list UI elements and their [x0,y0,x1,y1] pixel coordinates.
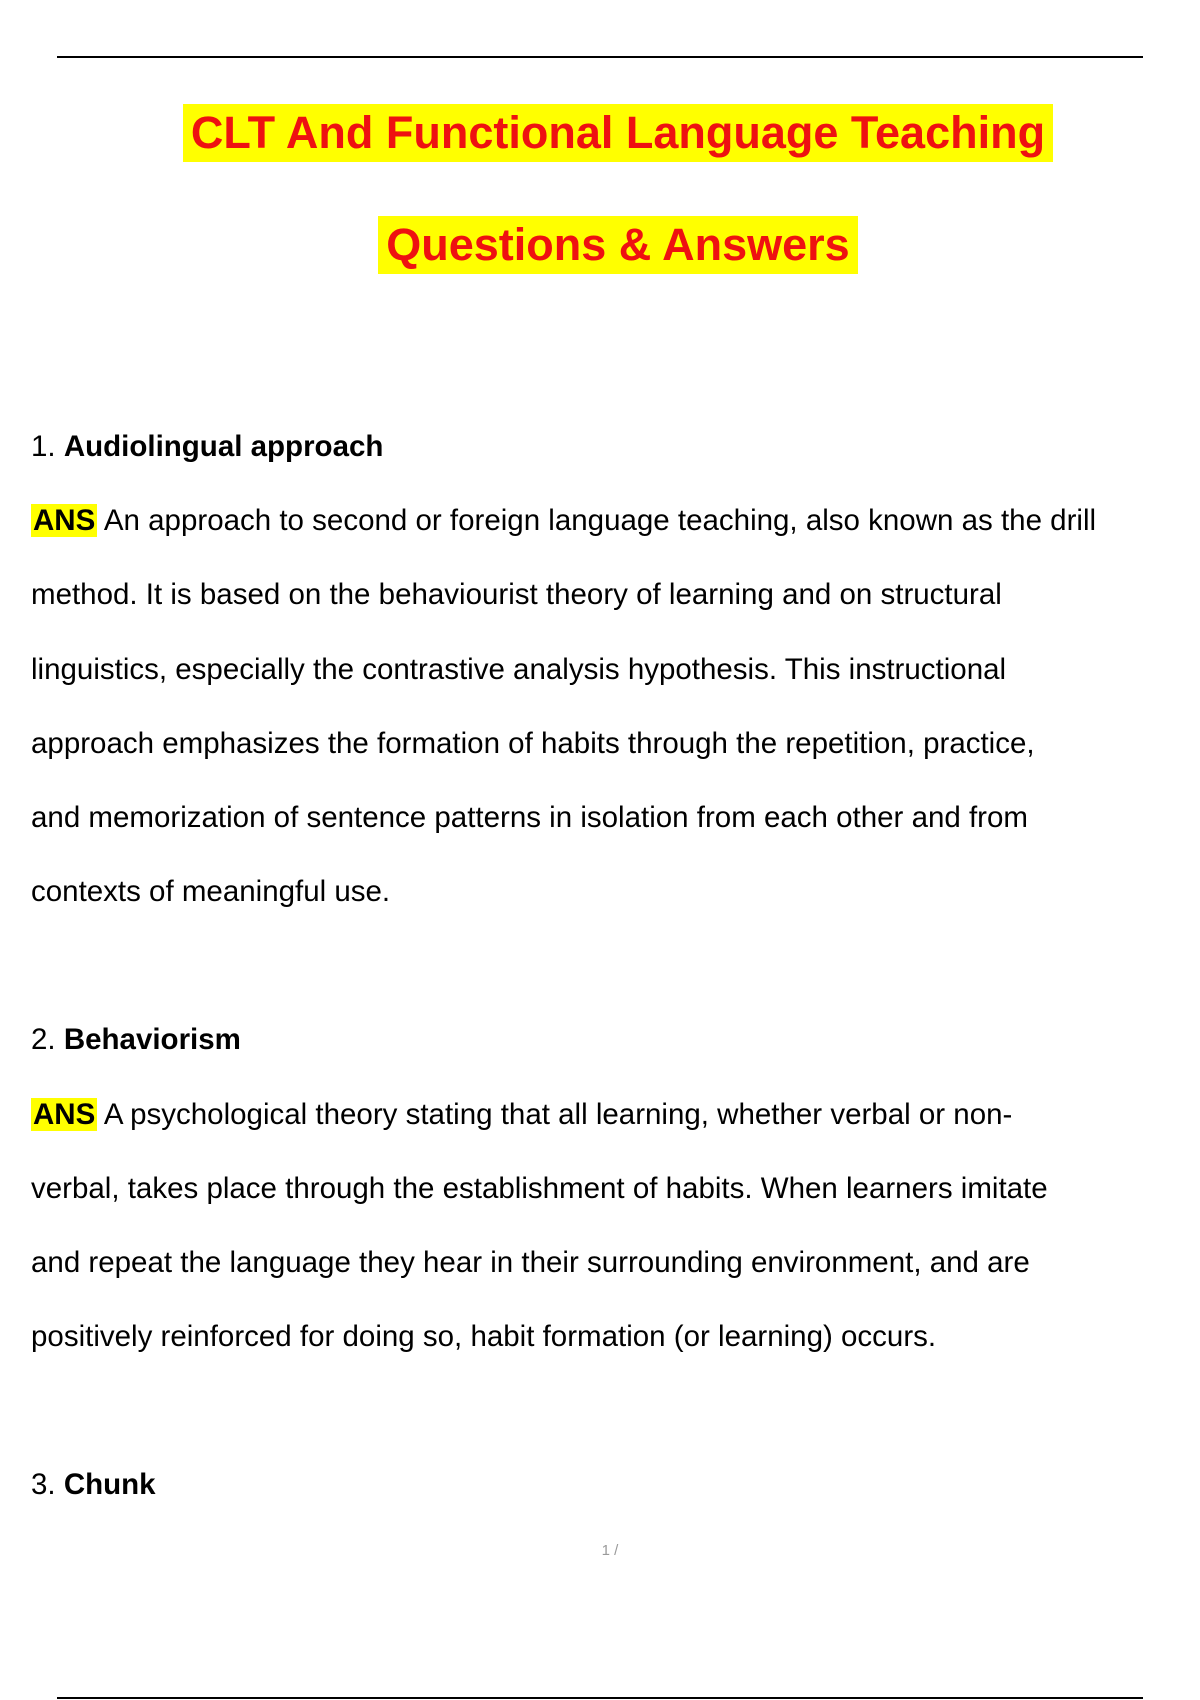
section-gap [31,929,1191,1003]
answer-2-line-1 [31,1078,1191,1152]
title-text-1: CLT And Functional Language Teaching [183,104,1053,162]
answer-1-line-2: method. It is based on the behaviourist theory of learning and on structural [31,578,1002,612]
question-list [31,410,1191,1523]
answer-2-line-2: verbal, takes place through the establishment of habits. When learners imitate [31,1171,1048,1205]
question-1-answer [31,484,1191,929]
question-3-heading [31,1448,1191,1522]
answer-1-line-4: approach emphasizes the formation of habits through the repetition, practice, [31,726,1035,760]
question-1-number: 1. [31,430,56,463]
document-title [0,104,1200,328]
page-number: 1 / [601,1542,619,1559]
section-gap [31,1374,1191,1448]
bottom-divider [57,1697,1143,1699]
title-text-2: Questions & Answers [378,216,857,274]
answer-label: ANS [33,1097,96,1131]
answer-1-line-3: linguistics, especially the contrastive analysis hypothesis. This instructional [31,652,1007,686]
question-3-number: 3. [31,1468,56,1502]
question-1-term: Audiolingual approach [63,430,384,463]
title-line-2 [0,216,1200,328]
answer-1-line-5: and memorization of sentence patterns in isolation from each other and from [31,801,1028,835]
answer-2-line-4: positively reinforced for doing so, habit formation (or learning) occurs. [31,1320,937,1354]
question-2-answer [31,1078,1191,1375]
answer-2-line-3: and repeat the language they hear in their surrounding environment, and are [31,1246,1030,1280]
answer-1-line-6: contexts of meaningful use. [31,875,391,909]
answer-label: ANS [33,504,96,538]
question-2-heading [31,1003,1191,1077]
title-line-1 [0,104,1200,216]
question-2-number: 2. [31,1023,56,1057]
question-3-term: Chunk [63,1468,156,1502]
answer-1-line-1 [31,484,1191,558]
question-1-heading [31,410,1191,484]
question-2-term: Behaviorism [63,1023,241,1057]
top-divider [57,56,1143,58]
answer-line-text: A psychological theory stating that all learning, whether verbal or non- [103,1097,1013,1131]
answer-line-text: An approach to second or foreign language teaching, also known as the drill [103,504,1097,538]
